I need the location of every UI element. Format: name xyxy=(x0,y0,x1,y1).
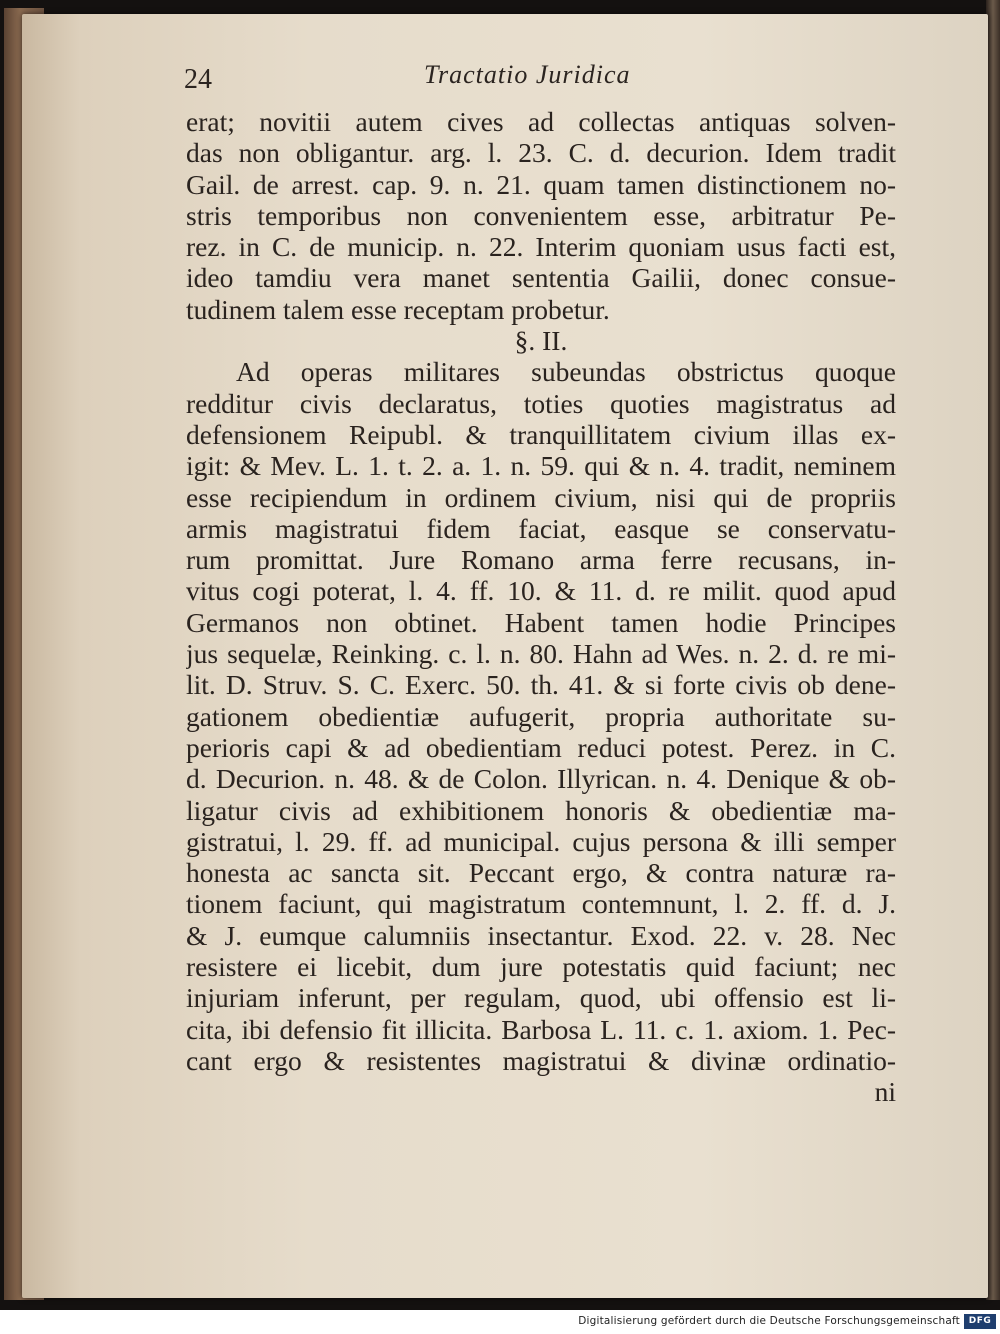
text-line: resistere ei licebit, dum jure potestatis quid faciunt; nec xyxy=(186,951,896,983)
text-line: gistratui, l. 29. ff. ad municipal. cujus persona & illi semper xyxy=(186,825,896,857)
text-line: Gail. de arrest. cap. 9. n. 21. quam tamen distinctionem no- xyxy=(186,168,896,200)
running-title: Tractatio Juridica xyxy=(424,60,631,89)
text-line: redditur civis declaratus, toties quoties magistratus ad xyxy=(186,387,896,419)
text-line: defensionem Reipubl. & tranquillitatem civium illas ex- xyxy=(186,418,896,450)
text-line: d. Decurion. n. 48. & de Colon. Illyrican. n. 4. Denique & ob- xyxy=(186,763,896,795)
text-line: ideo tamdiu vera manet sententia Gailii, donec consue- xyxy=(186,262,896,294)
text-line: esse recipiendum in ordinem civium, nisi qui de propriis xyxy=(186,481,896,513)
text-line: perioris capi & ad obedientiam reduci potest. Perez. in C. xyxy=(186,731,896,763)
text-line: cant ergo & resistentes magistratui & divinæ ordinatio- xyxy=(186,1044,896,1076)
digitization-footer xyxy=(0,1310,1000,1334)
text-line: lit. D. Struv. S. C. Exerc. 50. th. 41. & si forte civis ob dene- xyxy=(186,669,896,701)
page-number: 24 xyxy=(184,64,212,95)
text-line: Germanos non obtinet. Habent tamen hodie Principes xyxy=(186,606,896,638)
text-line: cita, ibi defensio fit illicita. Barbosa L. 11. c. 1. axiom. 1. Pec- xyxy=(186,1013,896,1045)
text-line: & J. eumque calumniis insectantur. Exod. 22. v. 28. Nec xyxy=(186,919,896,951)
text-line: tudinem talem esse receptam probetur. xyxy=(186,293,610,325)
catchword: ni xyxy=(874,1076,896,1108)
running-head xyxy=(22,58,988,98)
text-line: gationem obedientiæ aufugerit, propria authoritate su- xyxy=(186,700,896,732)
book-spine xyxy=(986,0,1000,1300)
text-line: igit: & Mev. L. 1. t. 2. a. 1. n. 59. qui & n. 4. tradit, neminem xyxy=(186,450,896,482)
funding-credit: Digitalisierung gefördert durch die Deutsche Forschungsgemeinschaft xyxy=(578,1315,960,1327)
text-line: honesta ac sancta sit. Peccant ergo, & contra naturæ ra- xyxy=(186,857,896,889)
text-line: erat; novitii autem cives ad collectas antiquas solven- xyxy=(186,106,896,137)
section-heading: §. II. xyxy=(514,325,568,357)
text-line: stris temporibus non convenientem esse, arbitratur Pe- xyxy=(186,199,896,231)
text-line: das non obligantur. arg. l. 23. C. d. decurion. Idem tradit xyxy=(186,137,896,169)
text-line: ligatur civis ad exhibitionem honoris & obedientiæ ma- xyxy=(186,794,896,826)
text-line: tionem faciunt, qui magistratum contemnunt, l. 2. ff. d. J. xyxy=(186,888,896,920)
text-line: rum promittat. Jure Romano arma ferre recusans, in- xyxy=(186,544,896,576)
text-line: armis magistratui fidem faciat, easque se conservatu- xyxy=(186,512,896,544)
text-line: jus sequelæ, Reinking. c. l. n. 80. Hahn ad Wes. n. 2. d. re mi- xyxy=(186,638,896,670)
text-line: rez. in C. de municip. n. 22. Interim quoniam usus facti est, xyxy=(186,231,896,263)
book-page xyxy=(22,14,988,1298)
text-line: Ad operas militares subeundas obstrictus quoque xyxy=(236,356,896,388)
text-line: injuriam inferunt, per regulam, quod, ubi offensio est li- xyxy=(186,982,896,1014)
text-line: vitus cogi poterat, l. 4. ff. 10. & 11. d. re milit. quod apud xyxy=(186,575,896,607)
body-text xyxy=(186,106,896,1108)
dfg-logo-icon: DFG xyxy=(964,1314,996,1329)
